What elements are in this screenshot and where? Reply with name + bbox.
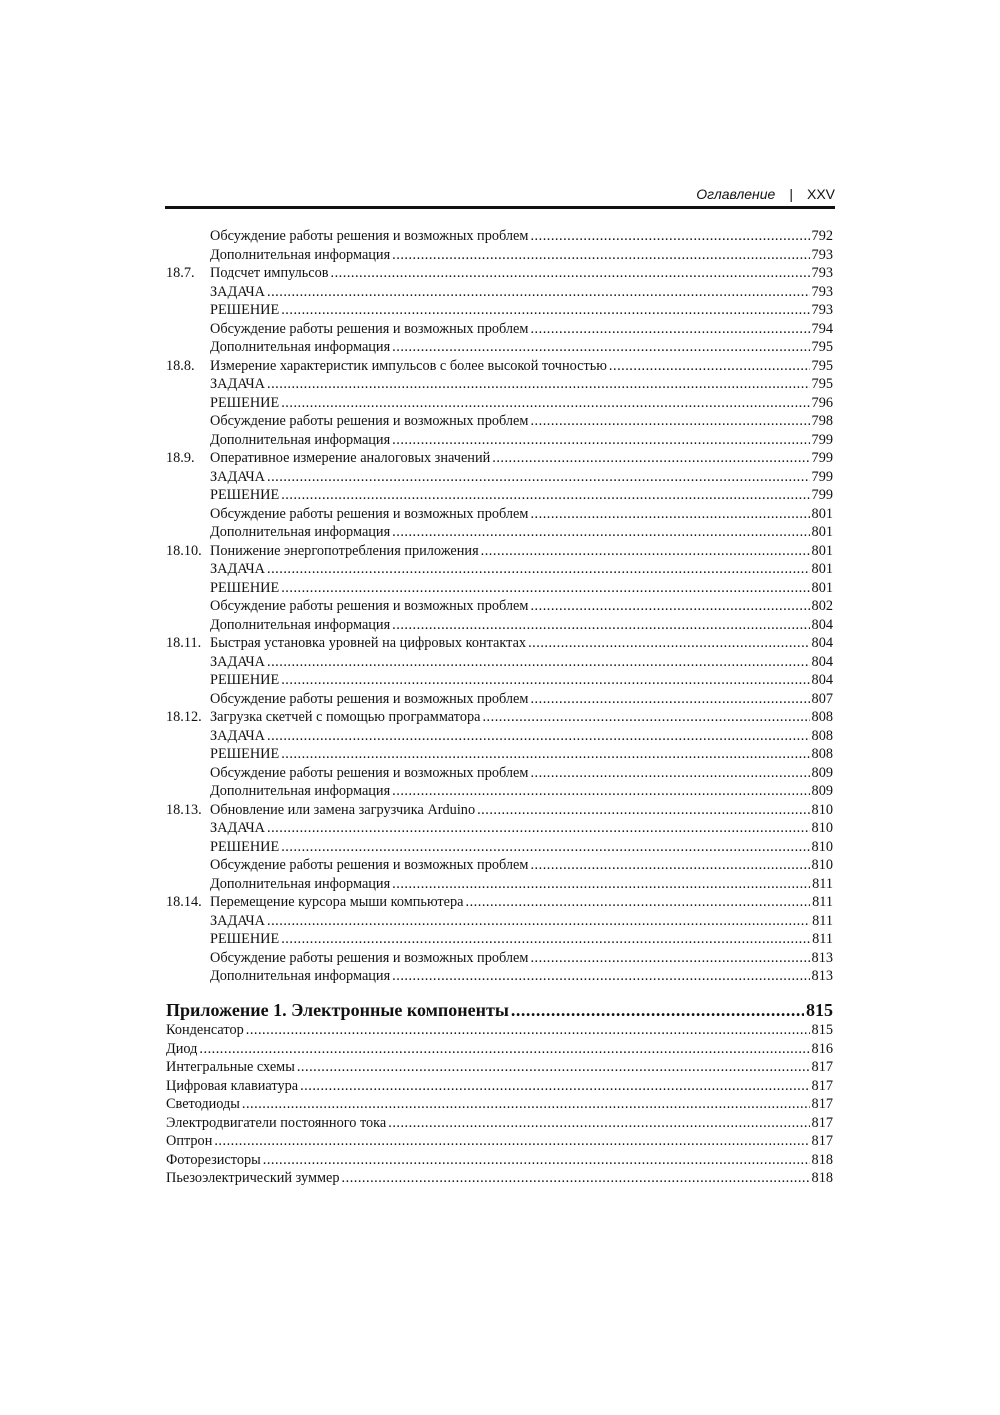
entry-title: РЕШЕНИЕ [210,487,280,503]
entry-title: Обсуждение работы решения и возможных проблем [210,857,529,873]
appendix-entry[interactable] [166,1040,833,1059]
entry-title: Обсуждение работы решения и возможных проблем [210,598,529,614]
entry-page: 809 [811,764,833,781]
appendix-heading[interactable] [166,999,833,1021]
entry-title: Обновление или замена загрузчика Arduino [210,801,476,818]
dot-leader [199,1040,809,1059]
dot-leader [492,449,809,468]
entry-page: 817 [811,1114,833,1131]
entry-page: 804 [811,635,833,651]
dot-leader [528,634,809,653]
header-rule [165,206,835,209]
entry-page: 792 [811,228,833,244]
entry-page: 810 [811,857,833,873]
entry-title: Перемещение курсора мыши компьютера [210,894,464,910]
entry-title: Дополнительная информация [210,875,391,892]
entry-page: 815 [811,1022,833,1038]
entry-title: Конденсатор [166,1022,244,1038]
toc-subentry[interactable] [166,301,833,320]
entry-page: 799 [811,431,833,448]
appendix-entry[interactable] [166,1132,833,1151]
entry-title: Понижение энергопотребления приложения [210,542,479,559]
entry-title: ЗАДАЧА [210,912,266,929]
entry-title: ЗАДАЧА [210,468,266,485]
toc-subentry[interactable] [166,486,833,505]
entry-page: 801 [811,505,833,522]
dot-leader [242,1095,810,1114]
dot-leader [297,1058,810,1077]
header-separator: | [789,186,793,202]
dot-leader [267,560,810,579]
entry-title: ЗАДАЧА [210,376,266,392]
toc-section-entry[interactable] [166,801,833,820]
entry-page: 799 [811,487,833,503]
dot-leader [466,893,811,912]
dot-leader [609,357,810,376]
dot-leader [281,394,809,413]
dot-leader [477,801,809,820]
dot-leader [331,264,810,283]
dot-leader [392,967,809,986]
toc-subentry[interactable] [166,875,833,894]
entry-title: Измерение характеристик импульсов с более высокой точностью [210,357,607,374]
toc-subentry[interactable] [166,764,833,783]
toc-subentry[interactable] [166,412,833,431]
entry-title: ЗАДАЧА [210,561,266,577]
section-number: 18.8. [166,357,195,374]
entry-page: 808 [811,727,833,744]
dot-leader [246,1021,810,1040]
dot-leader [263,1151,810,1170]
entry-title: РЕШЕНИЕ [210,579,280,596]
dot-leader [392,246,809,265]
toc-subentry[interactable] [166,431,833,450]
dot-leader [482,708,809,727]
toc-subentry[interactable] [166,912,833,931]
entry-title: Дополнительная информация [210,246,391,263]
dot-leader [281,486,809,505]
toc-subentry[interactable] [166,856,833,875]
entry-title: Пьезоэлектрический зуммер [166,1170,340,1186]
appendix-entry[interactable] [166,1169,833,1188]
dot-leader [267,375,810,394]
entry-title: Дополнительная информация [210,431,391,448]
header-section-title: Оглавление [696,186,776,202]
dot-leader [281,838,809,857]
entry-page: 808 [811,709,833,725]
dot-leader [530,227,809,246]
section-number: 18.12. [166,709,202,725]
entry-page: 795 [811,376,833,392]
entry-title: Цифровая клавиатура [166,1077,299,1094]
dot-leader [281,671,809,690]
entry-page: 801 [811,542,833,559]
section-number: 18.14. [166,894,202,910]
appendix-title: Приложение 1. Электронные компоненты [166,1000,509,1020]
toc-section-entry[interactable] [166,357,833,376]
entry-page: 817 [811,1077,833,1094]
section-number: 18.9. [166,450,195,466]
toc-section-entry[interactable] [166,449,833,468]
entry-title: Дополнительная информация [210,339,391,355]
entry-page: 808 [811,746,833,762]
dot-leader [267,912,810,931]
entry-page: 801 [811,561,833,577]
appendix-entry[interactable] [166,1021,833,1040]
dot-leader [392,523,809,542]
toc-section-entry[interactable] [166,542,833,561]
toc-subentry[interactable] [166,579,833,598]
entry-title: РЕШЕНИЕ [210,672,280,688]
entry-title: Обсуждение работы решения и возможных проблем [210,228,529,244]
toc-subentry[interactable] [166,745,833,764]
dot-leader [530,505,809,524]
dot-leader [267,283,810,302]
entry-title: Фоторезисторы [166,1151,261,1168]
toc-section-entry[interactable] [166,708,833,727]
dot-leader [530,690,809,709]
entry-title: Обсуждение работы решения и возможных проблем [210,320,529,337]
running-header [165,186,835,206]
appendix-entry[interactable] [166,1077,833,1096]
section-number: 18.7. [166,265,195,281]
section-number: 18.10. [166,542,202,559]
entry-title: Обсуждение работы решения и возможных проблем [210,764,529,781]
dot-leader [392,338,809,357]
entry-page: 811 [812,931,833,947]
entry-title: РЕШЕНИЕ [210,302,280,318]
toc-subentry[interactable] [166,671,833,690]
toc-subentry[interactable] [166,523,833,542]
dot-leader [267,819,810,838]
entry-title: ЗАДАЧА [210,727,266,744]
entry-page: 817 [811,1059,833,1075]
entry-page: 795 [811,357,833,374]
entry-title: Обсуждение работы решения и возможных проблем [210,505,529,522]
dot-leader [267,727,810,746]
entry-page: 810 [811,801,833,818]
entry-title: РЕШЕНИЕ [210,394,280,411]
entry-title: Обсуждение работы решения и возможных проблем [210,949,529,966]
entry-page: 813 [811,949,833,966]
section-number: 18.13. [166,801,202,818]
dot-leader [530,320,809,339]
appendix-entry[interactable] [166,1151,833,1170]
toc-subentry[interactable] [166,505,833,524]
entry-title: Дополнительная информация [210,968,391,984]
dot-leader [300,1077,809,1096]
toc-subentry[interactable] [166,246,833,265]
dot-leader [530,764,809,783]
entry-title: Интегральные схемы [166,1059,295,1075]
entry-title: ЗАДАЧА [210,820,266,836]
toc-subentry[interactable] [166,838,833,857]
entry-page: 809 [811,783,833,799]
entry-page: 816 [811,1040,833,1057]
entry-title: Диод [166,1040,198,1057]
entry-title: ЗАДАЧА [210,653,266,670]
entry-title: Дополнительная информация [210,783,391,799]
toc-subentry[interactable] [166,782,833,801]
entry-title: Обсуждение работы решения и возможных проблем [210,413,529,429]
entry-page: 801 [811,524,833,540]
dot-leader [530,856,809,875]
entry-page: 799 [811,468,833,485]
appendix-page: 815 [806,1000,833,1020]
dot-leader [392,616,809,635]
toc-subentry[interactable] [166,949,833,968]
entry-page: 796 [811,394,833,411]
toc-subentry[interactable] [166,967,833,986]
entry-title: Быстрая установка уровней на цифровых контактах [210,635,527,651]
entry-title: Дополнительная информация [210,616,391,633]
entry-page: 810 [811,838,833,855]
toc-subentry[interactable] [166,394,833,413]
dot-leader [530,949,809,968]
dot-leader [214,1132,809,1151]
entry-page: 793 [811,246,833,263]
toc-subentry[interactable] [166,690,833,709]
entry-title: Обсуждение работы решения и возможных проблем [210,690,529,707]
entry-title: Электродвигатели постоянного тока [166,1114,387,1131]
entry-page: 818 [811,1151,833,1168]
entry-title: Оперативное измерение аналоговых значений [210,450,491,466]
entry-page: 804 [811,616,833,633]
dot-leader [481,542,810,561]
toc-subentry[interactable] [166,468,833,487]
toc-subentry[interactable] [166,227,833,246]
entry-title: РЕШЕНИЕ [210,746,280,762]
entry-page: 801 [811,579,833,596]
entry-title: РЕШЕНИЕ [210,931,280,947]
entry-title: ЗАДАЧА [210,283,266,300]
toc-subentry[interactable] [166,727,833,746]
appendix-entry[interactable] [166,1114,833,1133]
toc-list [166,227,833,986]
toc-section-entry[interactable] [166,893,833,912]
entry-page: 798 [811,413,833,429]
entry-page: 793 [811,283,833,300]
toc-section-entry[interactable] [166,634,833,653]
toc-subentry[interactable] [166,320,833,339]
dot-leader [281,579,809,598]
entry-title: Дополнительная информация [210,524,391,540]
dot-leader [392,782,809,801]
entry-page: 817 [811,1096,833,1112]
section-number: 18.11. [166,635,202,651]
toc-subentry[interactable] [166,338,833,357]
entry-page: 813 [811,968,833,984]
dot-leader [392,431,809,450]
appendix-entry[interactable] [166,1095,833,1114]
dot-leader [530,597,809,616]
entry-page: 795 [811,339,833,355]
entry-title: Светодиоды [166,1096,240,1112]
dot-leader [281,745,809,764]
entry-page: 793 [811,265,833,281]
dot-leader [530,412,809,431]
toc-subentry[interactable] [166,930,833,949]
dot-leader [392,875,810,894]
entry-page: 802 [811,598,833,614]
toc-subentry[interactable] [166,597,833,616]
entry-page: 811 [812,875,833,892]
toc-subentry[interactable] [166,375,833,394]
entry-title: РЕШЕНИЕ [210,838,280,855]
dot-leader [267,468,810,487]
entry-page: 817 [811,1133,833,1149]
entry-page: 810 [811,820,833,836]
entry-page: 804 [811,672,833,688]
dot-leader [281,301,809,320]
dot-leader [267,653,810,672]
entry-page: 804 [811,653,833,670]
toc-subentry[interactable] [166,616,833,635]
toc-subentry[interactable] [166,819,833,838]
entry-page: 811 [812,912,833,929]
entry-page: 807 [811,690,833,707]
appendix-entry[interactable] [166,1058,833,1077]
entry-page: 799 [811,450,833,466]
toc-subentry[interactable] [166,560,833,579]
entry-page: 811 [812,894,833,910]
dot-leader [281,930,810,949]
dot-leader [388,1114,809,1133]
entry-page: 793 [811,302,833,318]
entry-title: Загрузка скетчей с помощью программатора [210,709,481,725]
appendix-section [166,999,833,1188]
toc-section-entry[interactable] [166,264,833,283]
dot-leader [511,999,804,1021]
entry-page: 794 [811,320,833,337]
entry-page: 818 [811,1170,833,1186]
header-page-number: XXV [806,186,835,202]
dot-leader [342,1169,810,1188]
toc-subentry[interactable] [166,653,833,672]
toc-subentry[interactable] [166,283,833,302]
entry-title: Подсчет импульсов [210,265,329,281]
entry-title: Оптрон [166,1133,213,1149]
